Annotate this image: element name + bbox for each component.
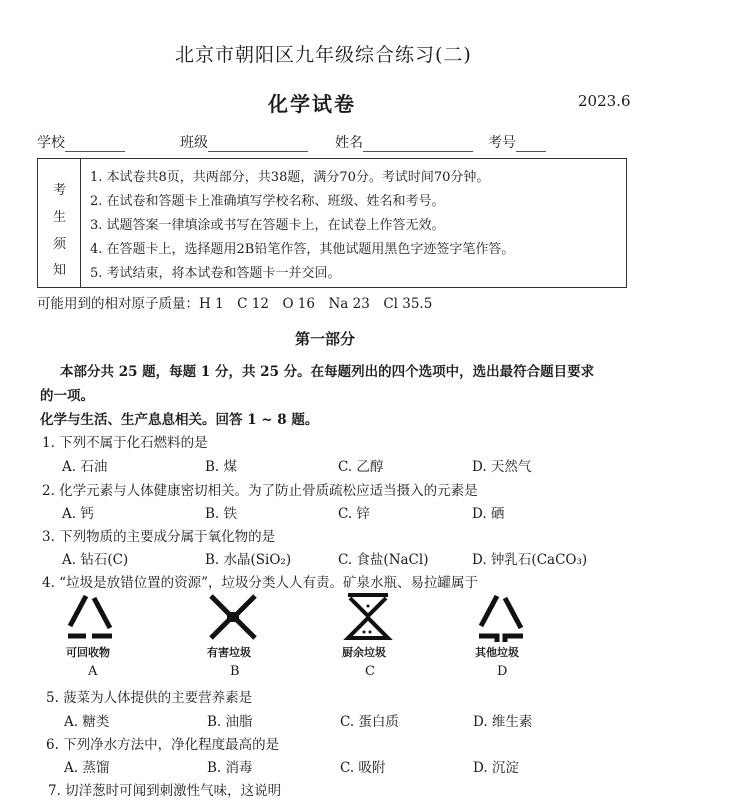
- option: B. 消毒: [207, 760, 253, 776]
- option-letter: B: [230, 664, 240, 679]
- question-1: 1. 下列不属于化石燃料的是: [42, 435, 208, 451]
- option: B. 铁: [205, 506, 238, 522]
- school-field: [37, 132, 125, 152]
- question-7: 7. 切洋葱时可闻到刺激性气味，这说明: [48, 783, 282, 799]
- option: C. 吸附: [340, 760, 386, 776]
- icon-label: 其他垃圾: [475, 646, 519, 659]
- side-char: 考: [53, 183, 67, 198]
- part-intro: 本部分共 25 题，每题 1 分，共 25 分。在每题列出的四个选项中，选出最符合题目要求: [60, 364, 595, 380]
- option: A. 糖类: [64, 714, 110, 730]
- school-label: 学校: [37, 135, 65, 151]
- question-4: 4. “垃圾是放错位置的资源”，垃圾分类人人有责。矿泉水瓶、易拉罐属于: [42, 575, 478, 591]
- question-6: 6. 下列净水方法中，净化程度最高的是: [46, 737, 280, 753]
- hazardous-icon: [205, 592, 261, 642]
- class-label: 班级: [180, 135, 208, 151]
- section-intro: 化学与生活、生产息息相关。回答 1 ~ 8 题。: [40, 412, 319, 428]
- name-field: [335, 132, 473, 152]
- notice-item: 2. 在试卷和答题卡上准确填写学校名称、班级、姓名和考号。: [90, 194, 445, 209]
- recyclable-icon: [62, 592, 118, 642]
- option: D. 维生素: [473, 714, 533, 730]
- option: D. 钟乳石(CaCO₃): [472, 552, 588, 568]
- notice-item: 4. 在答题卡上，选择题用2B铅笔作答，其他试题用黑色字迹签字笔作答。: [90, 242, 515, 257]
- option: B. 油脂: [207, 714, 253, 730]
- option-letter: A: [88, 664, 98, 679]
- option: D. 硒: [472, 506, 505, 522]
- option: D. 天然气: [472, 459, 532, 475]
- name-label: 姓名: [335, 135, 363, 151]
- exam-title: 北京市朝阳区九年级综合练习(二): [175, 44, 472, 66]
- question-5: 5. 菠菜为人体提供的主要营养素是: [46, 690, 253, 706]
- side-char: 须: [53, 237, 67, 252]
- option-letter: D: [497, 664, 508, 679]
- side-char: 知: [53, 263, 67, 278]
- side-char: 生: [53, 210, 67, 225]
- option: B. 煤: [205, 459, 238, 475]
- option: A. 石油: [62, 459, 108, 475]
- other-waste-icon: [473, 592, 529, 642]
- notice-item: 1. 本试卷共8页，共两部分，共38题，满分70分。考试时间70分钟。: [90, 170, 490, 185]
- food-waste-icon: [340, 592, 396, 642]
- class-field: [180, 132, 308, 152]
- icon-label: 有害垃圾: [207, 646, 251, 659]
- icon-label: 厨余垃圾: [342, 646, 386, 659]
- option: A. 钙: [62, 506, 94, 522]
- option: C. 锌: [338, 506, 370, 522]
- atomic-masses: 可能用到的相对原子质量：H 1 C 12 O 16 Na 23 Cl 35.5: [37, 296, 433, 312]
- part-title: 第一部分: [295, 330, 356, 348]
- exam-no-field: [488, 132, 546, 152]
- notice-item: 3. 试题答案一律填涂或书写在答题卡上，在试卷上作答无效。: [90, 218, 445, 233]
- option: B. 水晶(SiO₂): [205, 552, 292, 568]
- option: A. 蒸馏: [64, 760, 110, 776]
- option: C. 蛋白质: [340, 714, 399, 730]
- option: D. 沉淀: [473, 760, 519, 776]
- notice-item: 5. 考试结束，将本试卷和答题卡一并交回。: [90, 266, 341, 281]
- exam-notice-box: [37, 158, 627, 288]
- notice-side-label: [38, 159, 81, 287]
- part-intro-cont: 的一项。: [40, 388, 94, 404]
- option: A. 钻石(C): [62, 552, 129, 568]
- option: C. 食盐(NaCl): [338, 552, 429, 568]
- exam-date: 2023.6: [578, 92, 631, 110]
- exam-no-label: 考号: [488, 135, 516, 151]
- exam-subject: 化学试卷: [268, 92, 356, 116]
- question-2: 2. 化学元素与人体健康密切相关。为了防止骨质疏松应适当摄入的元素是: [42, 483, 478, 499]
- option: C. 乙醇: [338, 459, 384, 475]
- question-3: 3. 下列物质的主要成分属于氧化物的是: [42, 529, 276, 545]
- option-letter: C: [365, 664, 375, 679]
- icon-label: 可回收物: [66, 646, 110, 659]
